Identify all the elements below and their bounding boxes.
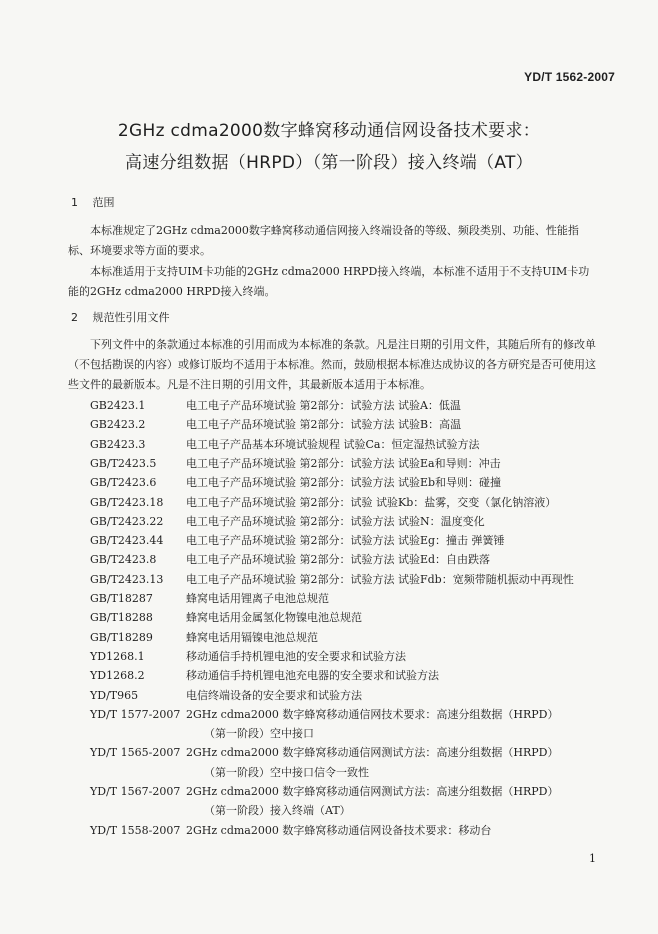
reference-item [0,570,658,590]
reference-item [0,686,658,706]
reference-item [0,589,658,609]
reference-code: YD/T 1577-2007 [90,707,181,721]
reference-item [0,821,658,841]
reference-item [0,473,658,493]
reference-code: GB/T2423.8 [90,553,157,567]
reference-title: 电工电子产品环境试验 第2部分：试验方法 试验N：温度变化 [186,514,485,528]
reference-code: GB2423.2 [90,418,146,432]
reference-code: GB/T18289 [90,630,153,644]
section-1-paragraph-1: 本标准规定了2GHz cdma2000数字蜂窝移动通信网接入终端设备的等级、频段类别、功能、性能指标、环境要求等方面的要求。 [68,224,579,257]
reference-title: 电工电子产品基本环境试验规程 试验Ca：恒定湿热试验方法 [186,437,480,451]
reference-code: GB/T2423.18 [90,495,164,509]
section-1-paragraph-2: 本标准适用于支持UIM卡功能的2GHz cdma2000 HRPD接入终端，本标准不适用于不支持UIM卡功能的2GHz cdma2000 HRPD接入终端。 [68,265,590,298]
reference-item [0,608,658,628]
reference-title: 2GHz cdma2000 数字蜂窝移动通信网设备技术要求：移动台 [186,823,492,837]
reference-code: GB/T2423.13 [90,572,164,586]
reference-code: GB/T2423.6 [90,476,157,490]
reference-title: 电信终端设备的安全要求和试验方法 [186,688,362,702]
reference-code: GB/T2423.5 [90,456,157,470]
reference-code: GB/T18287 [90,592,153,605]
reference-title: 电工电子产品环境试验 第2部分：试验 试验Kb：盐雾，交变（氯化钠溶液） [186,495,557,509]
reference-item [0,628,658,648]
reference-title: 移动通信手持机锂电池充电器的安全要求和试验方法 [186,669,439,683]
reference-item-continuation [0,724,658,744]
reference-item [0,493,658,513]
reference-code: GB/T18288 [90,611,153,625]
reference-title: 2GHz cdma2000 数字蜂窝移动通信网测试方法：高速分组数据（HRPD） [186,746,559,760]
reference-item [0,396,658,416]
reference-item [0,512,658,532]
reference-code: GB/T2423.22 [90,514,164,528]
reference-title-continuation: （第一阶段）空中接口 [204,727,314,741]
reference-code: YD/T 1567-2007 [90,785,181,798]
reference-code: YD/T 1565-2007 [90,746,181,760]
document-title-line-2: 高速分组数据（HRPD）（第一阶段）接入终端（AT） [125,153,533,173]
page-number: 1 [589,852,596,865]
section-number: 1 [71,196,78,209]
reference-title: 2GHz cdma2000 数字蜂窝移动通信网技术要求：高速分组数据（HRPD） [186,707,559,721]
reference-item [0,666,658,686]
reference-title: 2GHz cdma2000 数字蜂窝移动通信网测试方法：高速分组数据（HRPD） [186,785,559,798]
reference-item [0,415,658,435]
reference-code: GB/T2423.44 [90,534,164,548]
reference-item [0,647,658,667]
reference-item [0,454,658,474]
reference-code: GB2423.1 [90,399,146,412]
reference-code: YD1268.2 [90,669,145,683]
reference-title: 蜂窝电话用锂离子电池总规范 [186,592,329,605]
reference-title: 电工电子产品环境试验 第2部分：试验方法 试验Ea和导则：冲击 [186,456,501,470]
reference-item-continuation [0,763,658,783]
reference-item [0,705,658,725]
reference-item-continuation [0,801,658,821]
reference-title: 电工电子产品环境试验 第2部分：试验方法 试验Eg：撞击 弹簧锤 [186,534,505,548]
reference-item [0,531,658,551]
section-number: 2 [71,311,78,324]
section-2-paragraph-1: 下列文件中的条款通过本标准的引用而成为本标准的条款。凡是注日期的引用文件，其随后所有的修改单（不包括勘误的内容）或修订版均不适用于本标准。然而，鼓励根据本标准达成协议的各方研究是否可使用这些文件的最新版本。凡是不注日期的引用文件，其最新版本适用于本标准。 [68,338,596,391]
reference-item [0,782,658,802]
reference-title: 蜂窝电话用镉镍电池总规范 [186,630,318,644]
reference-code: YD/T965 [90,688,139,702]
section-2-heading [71,309,170,325]
reference-title: 电工电子产品环境试验 第2部分：试验方法 试验B：高温 [186,418,462,432]
document-title-line-1: 2GHz cdma2000数字蜂窝移动通信网设备技术要求： [117,121,541,141]
reference-title: 电工电子产品环境试验 第2部分：试验方法 试验Ed：自由跌落 [186,553,491,567]
reference-title: 电工电子产品环境试验 第2部分：试验方法 试验A：低温 [186,399,461,412]
section-title: 规范性引用文件 [92,311,170,324]
reference-code: YD/T 1558-2007 [90,823,181,837]
reference-title-continuation: （第一阶段）空中接口信令一致性 [204,765,369,779]
reference-title-continuation: （第一阶段）接入终端（AT） [204,804,351,818]
reference-item [0,743,658,763]
reference-code: GB2423.3 [90,437,146,451]
reference-title: 电工电子产品环境试验 第2部分：试验方法 试验Fdb：宽频带随机振动中再现性 [186,572,574,586]
reference-code: YD1268.1 [90,649,145,663]
reference-item [0,435,658,455]
reference-title: 移动通信手持机锂电池的安全要求和试验方法 [186,649,406,663]
section-title: 范围 [92,196,115,209]
section-1-heading [71,194,115,210]
reference-title: 蜂窝电话用金属氢化物镍电池总规范 [186,611,362,625]
reference-item [0,550,658,570]
standard-number: YD/T 1562-2007 [524,70,615,84]
reference-title: 电工电子产品环境试验 第2部分：试验方法 试验Eb和导则：碰撞 [186,476,502,490]
